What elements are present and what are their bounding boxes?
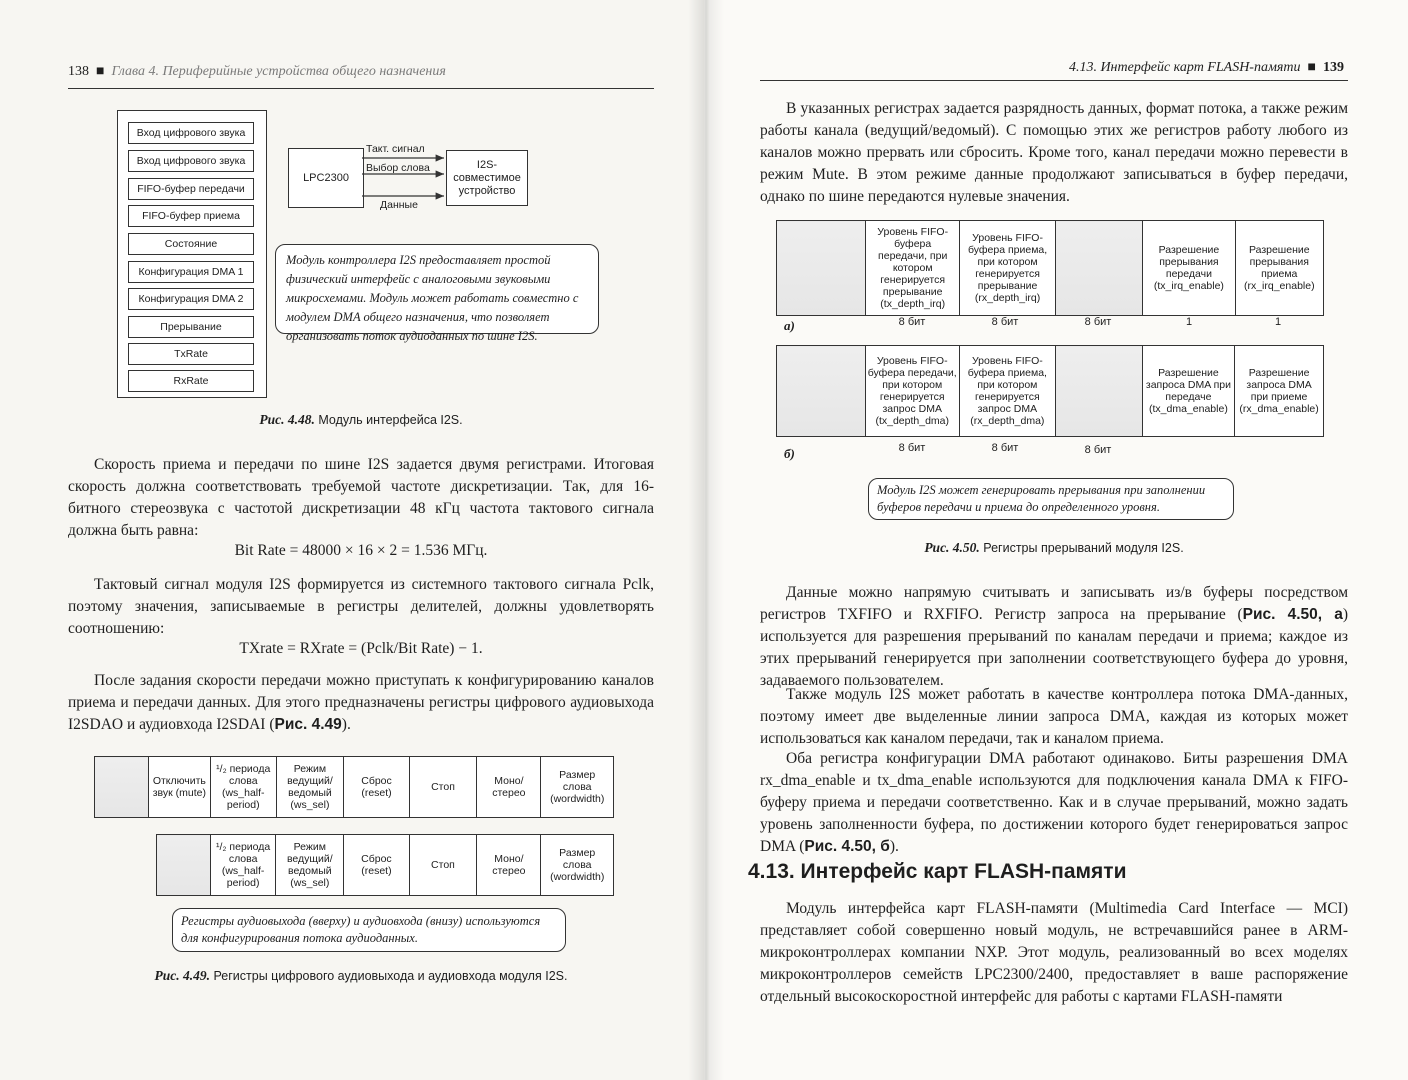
reg-field: Сброс (reset)	[344, 757, 409, 818]
fig49-note: Регистры аудиовыхода (вверху) и аудиовхода (внизу) используются для конфигурирования потока аудиоданных.	[172, 908, 566, 952]
register-box: FIFO-буфер приема	[128, 205, 254, 227]
i2sdai-register	[156, 834, 614, 896]
i2sdao-register	[94, 756, 614, 818]
register-box: Конфигурация DMA 2	[128, 288, 254, 310]
bit-width: 8 бит	[898, 316, 926, 328]
right-paragraph-4: Оба регистра конфигурации DMA работают одинаково. Биты разрешения DMA rx_dma_enable и tx_dma_enable используются для подключения канала DMA к FIFO-буферу приема и передачи соответственно. Как и в случае прерываний, можно задать уровень заполненности буфера, по достижении которого будет генерироваться запрос DMA (Рис. 4.50, б).	[760, 750, 1348, 855]
reserved-cell	[777, 346, 866, 437]
reg-field: Разрешение запроса DMA при приеме (rx_dma_enable)	[1235, 346, 1324, 437]
bit-width: 8 бит	[1084, 444, 1112, 456]
register-box: TxRate	[128, 343, 254, 365]
bit-width: 1	[1274, 316, 1282, 328]
register-box: Конфигурация DMA 1	[128, 261, 254, 283]
left-paragraph-2: Тактовый сигнал модуля I2S формируется из системного тактового сигнала Pclk, поэтому значения, записываемые в регистры делителей, должны удовлетворять соотношению:	[68, 576, 654, 637]
right-page-header: 4.13. Интерфейс карт FLASH-памяти ■ 139	[1068, 60, 1344, 75]
reg-field: Стоп	[409, 835, 477, 896]
fig49-caption: Рис. 4.49. Регистры цифрового аудиовыхода и аудиовхода модуля I2S.	[154, 968, 568, 983]
reg-field: Моно/ стерео	[477, 757, 541, 818]
label-b: б)	[784, 446, 795, 461]
reg-field: ¹/₂ периода слова (ws_half-period)	[210, 835, 276, 896]
left-header-rule	[68, 88, 654, 89]
right-page-number: 139	[1323, 60, 1344, 75]
reg-field: Стоп	[409, 757, 477, 818]
reg-field	[1055, 346, 1142, 437]
fig48-caption: Рис. 4.48. Модуль интерфейса I2S.	[259, 412, 463, 427]
label-a: а)	[784, 318, 795, 333]
bit-width: 1	[1185, 316, 1193, 328]
right-running-head: 4.13. Интерфейс карт FLASH-памяти	[1068, 60, 1301, 75]
reg-field: Размер слова (wordwidth)	[541, 835, 614, 896]
fig48-note: Модуль контроллера I2S предоставляет простой физический интерфейс с аналоговыми звуковыми микросхемами. Модуль может работать совместно с модулем DMA общего назначения, что позволяет организовать поток аудиоданных по шине I2S.	[275, 244, 599, 334]
reg-field: Сброс (reset)	[344, 835, 409, 896]
reg-field: Разрешение запроса DMA при передаче (tx_dma_enable)	[1142, 346, 1235, 437]
reg-field: Размер слова (wordwidth)	[541, 757, 614, 818]
bit-width: 8 бит	[991, 442, 1019, 454]
right-header-rule	[760, 80, 1348, 81]
register-box: FIFO-буфер передачи	[128, 178, 254, 200]
clock-signal-label: Такт. сигнал	[366, 143, 425, 155]
right-paragraph-3: Также модуль I2S может работать в качестве контроллера потока DMA-данных, поэтому имеет две выделенные линии запроса DMA, каждая из которых может использоваться как каналом передачи, так и каналом приема.	[760, 686, 1348, 747]
reserved-cell	[95, 757, 149, 818]
reg-field: Уровень FIFO-буфера передачи, при котором генерируется запрос DMA (tx_depth_dma)	[865, 346, 959, 437]
reg-field: Разрешение прерывания передачи (tx_irq_enable)	[1143, 221, 1235, 316]
register-box: RxRate	[128, 370, 254, 392]
bitrate-formula: Bit Rate = 48000 × 16 × 2 = 1.536 МГц.	[234, 542, 488, 559]
register-box: Вход цифрового звука	[128, 122, 254, 144]
book-gutter	[688, 0, 724, 1080]
register-box: Прерывание	[128, 316, 254, 338]
rate-formula: TXrate = RXrate = (Pclk/Bit Rate) − 1.	[239, 640, 483, 657]
word-select-label: Выбор слова	[366, 162, 430, 174]
reg-field: ¹/₂ периода слова (ws_half-period)	[210, 757, 276, 818]
right-page	[704, 0, 1408, 1080]
register-box: Вход цифрового звука	[128, 150, 254, 172]
reg-field: Уровень FIFO-буфера приема, при котором генерируется прерывание (rx_depth_irq)	[960, 221, 1056, 316]
reg-field: Уровень FIFO-буфера приема, при котором генерируется запрос DMA (rx_depth_dma)	[959, 346, 1055, 437]
lpc2300-block: LPC2300	[288, 148, 364, 208]
left-running-head: Глава 4. Периферийные устройства общего назначения	[111, 64, 446, 79]
fig50-note: Модуль I2S может генерировать прерывания при заполнении буферов передачи и приема до определенного уровня.	[868, 478, 1234, 520]
fig50-caption: Рис. 4.50. Регистры прерываний модуля I2S.	[924, 540, 1184, 555]
reg-field: Отключить звук (mute)	[148, 757, 210, 818]
bit-width: 8 бит	[991, 316, 1019, 328]
section-heading: 4.13. Интерфейс карт FLASH-памяти	[748, 860, 1127, 883]
data-signal-label: Данные	[380, 199, 418, 211]
reserved-cell	[777, 221, 866, 316]
reg-field: Режим ведущий/ ведомый (ws_sel)	[276, 757, 344, 818]
reg-field: Уровень FIFO-буфера передачи, при котором генерируется прерывание (tx_depth_irq)	[866, 221, 960, 316]
bit-width: 8 бит	[898, 442, 926, 454]
reserved-cell	[157, 835, 211, 896]
left-page-header: 138 ■ Глава 4. Периферийные устройства общего назначения	[68, 64, 446, 79]
i2s-device-block: I2S-совместимое устройство	[446, 150, 528, 206]
right-paragraph-2: Данные можно напрямую считывать и записывать из/в буферы посредством регистров TXFIFO и RXFIFO. Регистр запроса на прерывание (Рис. 4.50, а) используется для разрешения прерываний по каналам передачи и приема; каждое из этих прерываний генерируется при заполнении соответствующего буфера до уровня, задаваемого пользователем.	[760, 584, 1348, 689]
reg-field: Моно/ стерео	[477, 835, 541, 896]
reg-field: Режим ведущий/ ведомый (ws_sel)	[276, 835, 344, 896]
bit-width: 8 бит	[1084, 316, 1112, 328]
left-paragraph-3: После задания скорости передачи можно приступать к конфигурированию каналов приема и передачи данных. Для этого предназначены регистры цифрового аудиовыхода I2SDAO и аудиовхода I2SDAI (Рис. 4.49).	[68, 672, 654, 733]
right-paragraph-1: В указанных регистрах задается разрядность данных, формат потока, а также режим работы канала (ведущий/ведомый). С помощью этих же регистров работу любого из каналов можно прервать или сбросить. Кроме того, канал передачи можно перевести в режим Mute. В этом режиме данные продолжают записываться в буфер передачи, однако по шине передаются нулевые значения.	[760, 100, 1348, 205]
register-box: Состояние	[128, 233, 254, 255]
reg-field: Разрешение прерывания приема (rx_irq_enable)	[1235, 221, 1323, 316]
right-paragraph-5: Модуль интерфейса карт FLASH-памяти (Multimedia Card Interface — MCI) представляет собой совершенно новый модуль, не встречавшийся ранее в ARM-микроконтроллерах компании NXP. Этот модуль, реализованный во всех моделях микроконтроллеров семейств LPC2300/2400, предоставляет в ваше распоряжение отдельный высокоскоростной интерфейс для работы с картами FLASH-памяти	[760, 900, 1348, 1005]
interrupt-register-a	[776, 220, 1324, 316]
left-page-number: 138	[68, 64, 89, 79]
reg-field	[1056, 221, 1143, 316]
left-paragraph-1: Скорость приема и передачи по шине I2S задается двумя регистрами. Итоговая скорость должна соответствовать требуемой частоте дискретизации. Так, для 16-битного стереозвука с частотой дискретизации 48 кГц частота тактового сигнала должна быть равна:	[68, 456, 654, 539]
dma-register-b	[776, 345, 1324, 437]
